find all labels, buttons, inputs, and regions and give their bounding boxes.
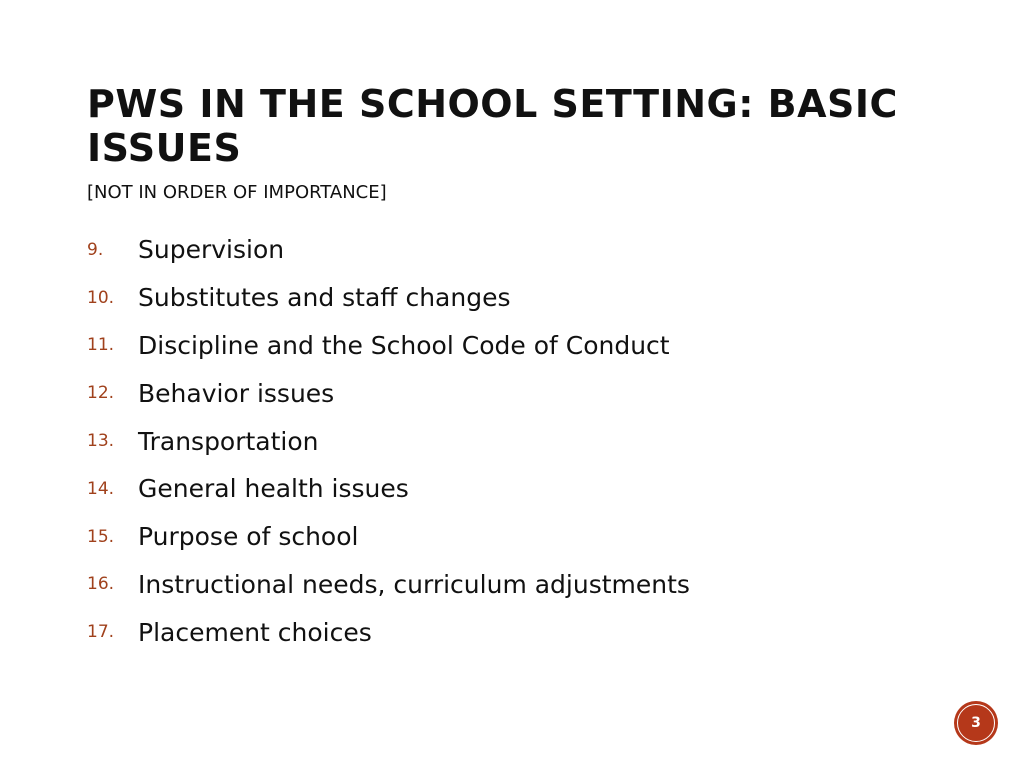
list-item (87, 369, 690, 417)
list-item (87, 465, 690, 513)
slide-subtitle: [NOT IN ORDER OF IMPORTANCE] (87, 182, 387, 203)
list-item-text: General health issues (138, 474, 409, 504)
list-item-number: 16. (87, 574, 115, 595)
list-item-number: 13. (87, 431, 115, 452)
list-item-number: 14. (87, 478, 115, 499)
list-item (87, 608, 690, 656)
list-item-number: 10. (87, 287, 115, 308)
list-item-text: Discipline and the School Code of Conduct (138, 330, 670, 360)
list-item-text: Instructional needs, curriculum adjustments (138, 569, 690, 599)
list-item-text: Substitutes and staff changes (138, 283, 511, 313)
page-number-badge (954, 701, 998, 745)
list-item-text: Placement choices (138, 617, 372, 647)
list-item (87, 226, 690, 274)
list-item (87, 561, 690, 609)
list-item (87, 322, 690, 370)
list-item-text: Behavior issues (138, 378, 335, 408)
slide-title: PWS IN THE SCHOOL SETTING: BASIC ISSUES (87, 82, 898, 170)
list-item-number: 17. (87, 622, 115, 643)
list-item (87, 513, 690, 561)
list-item-text: Purpose of school (138, 522, 359, 552)
list-item-text: Supervision (138, 235, 285, 265)
list-item (87, 417, 690, 465)
list-item (87, 274, 690, 322)
page-number: 3 (971, 715, 981, 731)
list-item-number: 11. (87, 335, 115, 356)
list-item-number: 15. (87, 526, 115, 547)
numbered-list (87, 226, 690, 656)
list-item-text: Transportation (138, 426, 319, 456)
list-item-number: 9. (87, 239, 104, 260)
list-item-number: 12. (87, 383, 115, 404)
